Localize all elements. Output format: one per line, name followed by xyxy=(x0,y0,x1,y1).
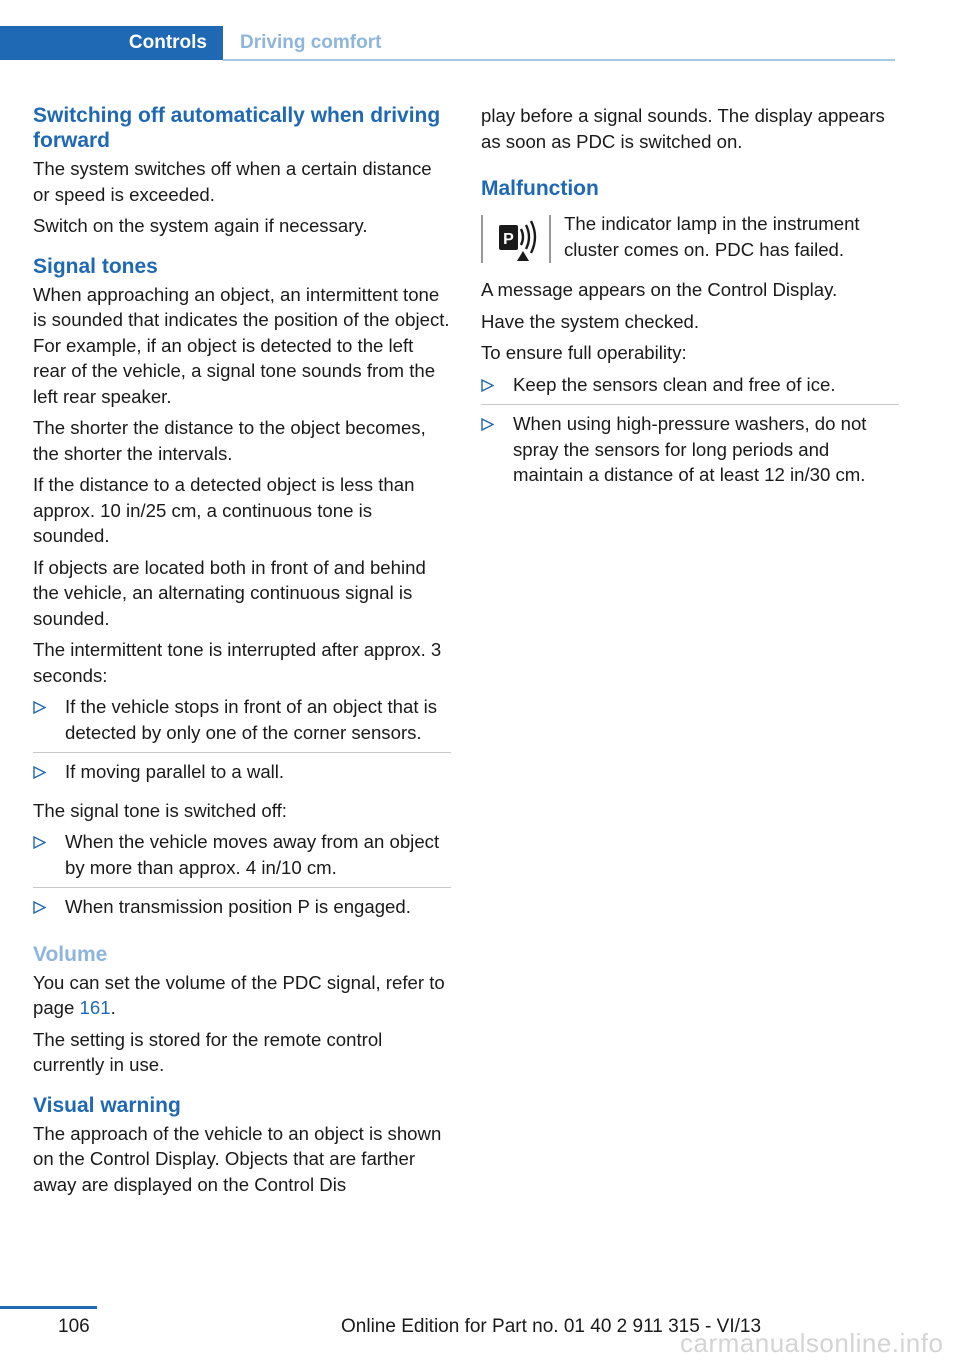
paragraph: The system switches off when a certain distance or speed is exceeded. xyxy=(33,158,432,205)
pdc-warning-icon xyxy=(481,213,553,265)
list-item: Keep the sensors clean and free of ice. xyxy=(481,372,899,406)
triangle-bullet-icon xyxy=(33,766,46,779)
paragraph: The intermittent tone is interrupted after approx. 3 seconds: xyxy=(33,639,442,686)
malfunction-indicator xyxy=(481,211,899,271)
paragraph: Have the system checked. xyxy=(481,310,700,332)
triangle-bullet-icon xyxy=(33,701,46,714)
paragraph: If objects are located both in front of and behind the vehicle, an alternating continuous signal is sounded. xyxy=(33,556,426,629)
heading-signal-tones: Signal tones xyxy=(33,254,158,278)
paragraph: The shorter the distance to the object becomes, the shorter the intervals. xyxy=(33,417,426,464)
tab-controls-label: Controls xyxy=(128,32,207,53)
paragraph: The approach of the vehicle to an object is shown on the Control Display. Objects that are farther away are displayed on the Control Dis xyxy=(33,1122,442,1195)
heading-switching-off: Switching off automatically when driving forward xyxy=(33,104,441,152)
watermark: carmanualsonline.info xyxy=(680,1328,944,1358)
paragraph: play before a signal sounds. The display appears as soon as PDC is switched on. xyxy=(481,105,885,152)
paragraph: A message appears on the Control Display. xyxy=(481,279,838,300)
tab-driving-comfort[interactable] xyxy=(240,26,381,60)
icon-letter: P xyxy=(503,231,514,248)
page-number: 106 xyxy=(58,1316,90,1337)
paragraph: The signal tone is switched off: xyxy=(33,799,287,821)
heading-malfunction: Malfunction xyxy=(481,177,599,200)
page-link[interactable]: 161 xyxy=(79,997,111,1018)
list-item: If the vehicle stops in front of an object that is detected by only one of the corner sensors. xyxy=(33,694,451,753)
list-item: When using high-pressure washers, do not spray the sensors for long periods and maintain a distance of at least 12 in/30 cm. xyxy=(481,411,899,495)
heading-visual-warning: Visual warning xyxy=(33,1093,181,1117)
bullet-list xyxy=(33,829,451,927)
paragraph: To ensure full operability: xyxy=(481,342,687,363)
bullet-list xyxy=(481,372,899,495)
header-tabbar xyxy=(0,26,895,62)
list-item: When the vehicle moves away from an object by more than approx. 4 in/10 cm. xyxy=(33,829,451,888)
tab-controls[interactable] xyxy=(0,26,223,60)
triangle-bullet-icon xyxy=(481,418,494,431)
heading-volume: Volume xyxy=(33,942,108,966)
footer-rule xyxy=(0,1306,97,1309)
online-edition-text: Online Edition for Part no. 01 40 2 911 315 - VI/13 xyxy=(341,1316,762,1337)
paragraph: When approaching an object, an intermittent tone is sounded that indicates the position of the object. For example, if an object is detected to the left rear of the vehicle, a signal tone sounds from the left rear speaker. xyxy=(33,283,450,407)
triangle-bullet-icon xyxy=(33,836,46,849)
paragraph: If the distance to a detected object is less than approx. 10 in/25 cm, a continuous tone is sounded. xyxy=(33,474,415,546)
left-column xyxy=(33,103,451,1197)
paragraph: Switch on the system again if necessary. xyxy=(33,215,368,236)
right-column xyxy=(481,103,899,495)
paragraph: The setting is stored for the remote control currently in use. xyxy=(33,1028,383,1075)
list-item: When transmission position P is engaged. xyxy=(33,894,451,927)
header-rule xyxy=(223,59,895,61)
indicator-description: The indicator lamp in the instrument cluster comes on. PDC has failed. xyxy=(564,213,860,260)
paragraph: You can set the volume of the PDC signal, refer to page 161. xyxy=(33,971,445,1018)
tab-driving-comfort-label: Driving comfort xyxy=(240,32,382,53)
list-item: If moving parallel to a wall. xyxy=(33,759,451,792)
bullet-list xyxy=(33,694,451,792)
triangle-bullet-icon xyxy=(33,901,46,914)
triangle-bullet-icon xyxy=(481,379,494,392)
